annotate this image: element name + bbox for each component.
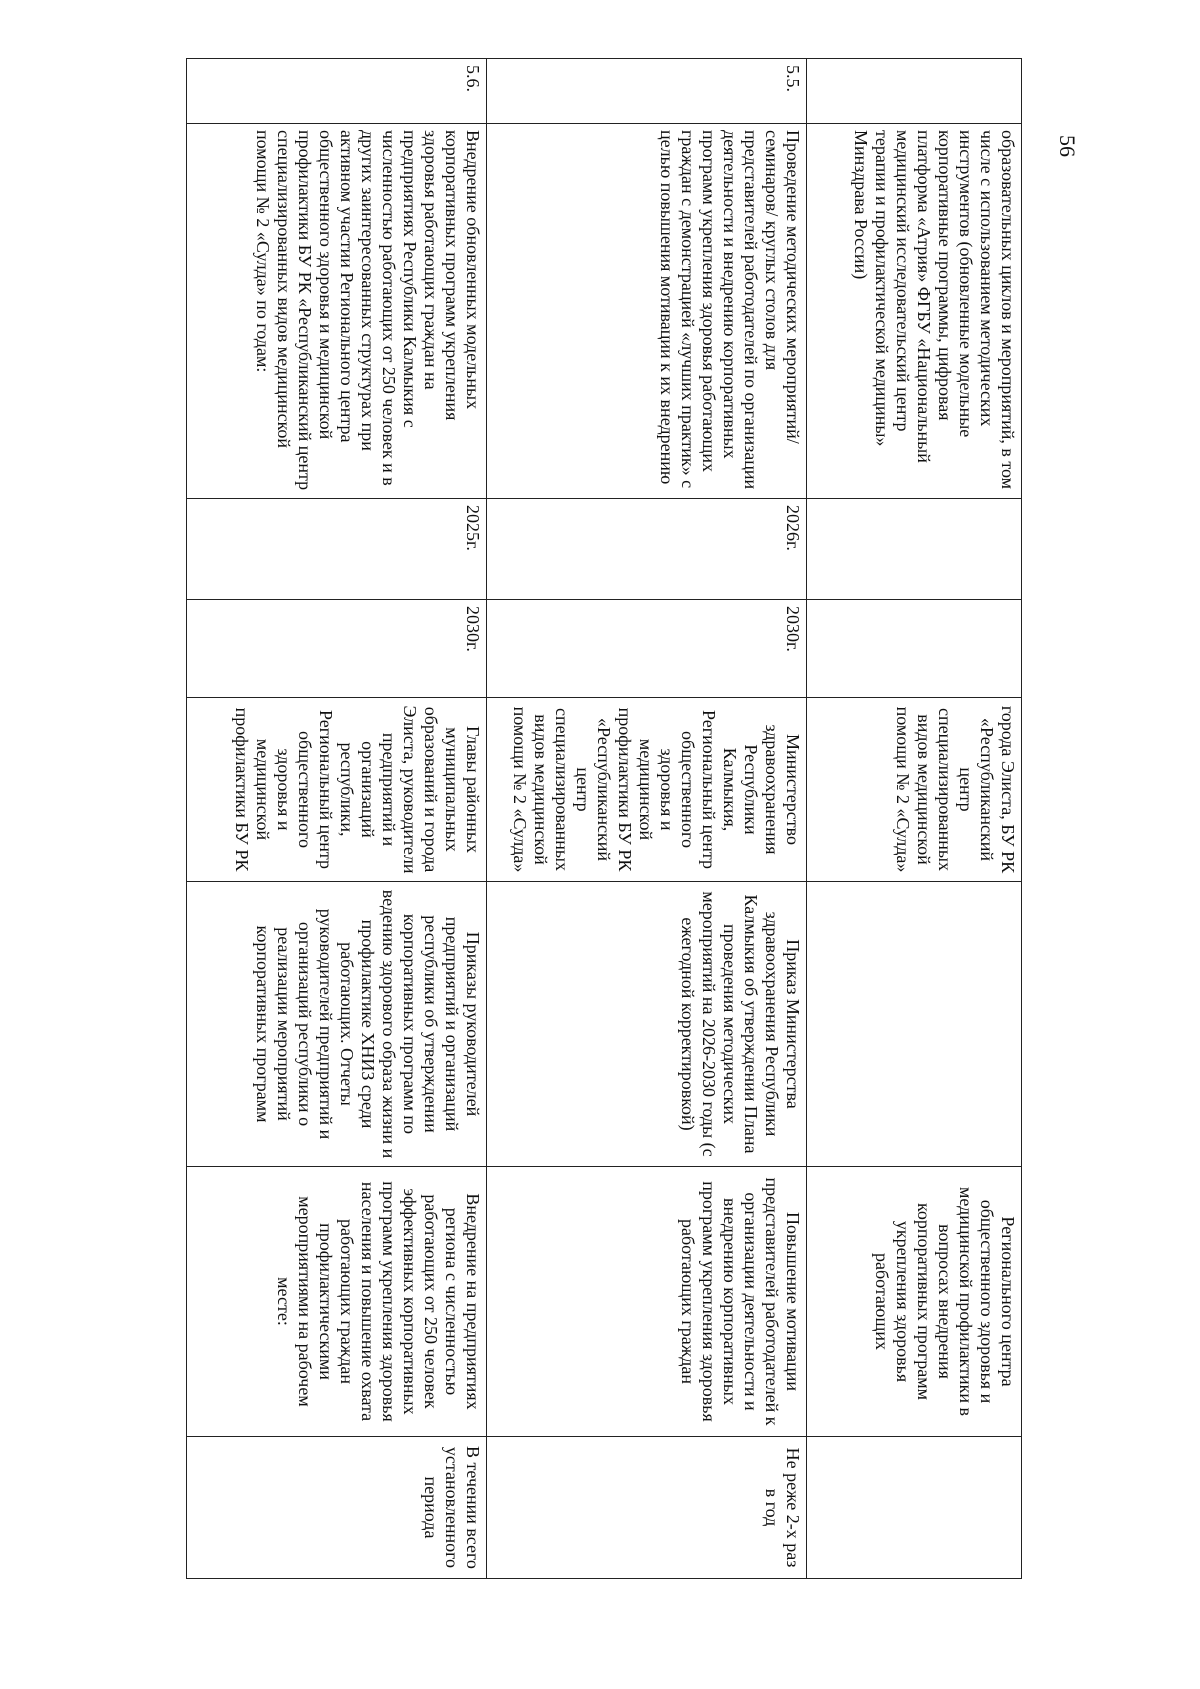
cell-activity: образовательных циклов и мероприятий, в том числе с использованием методических инструментов (обновленные модельные корпоративные программы, цифровая платформа «Атрия» ФГБУ «Национальный медицинский исследовательский центр терапии и профилактической медицины» Минздрава России) <box>807 124 1022 499</box>
page-number: 56 <box>1055 135 1080 157</box>
cell-result: Внедрение на предприятиях региона с численностью работающих от 250 человек эффективных корпоративных программ укрепления здоровья населения и повышение охвата работающих граждан профилактическими мероприятиями на рабочем месте: <box>187 1167 487 1437</box>
table-row <box>187 59 487 1579</box>
cell-responsible: Главы районных муниципальных образований и города Элиста, руководители предприятий и организаций республики, Региональный центр общественного здоровья и медицинской профилактики БУ РК <box>187 698 487 882</box>
cell-responsible: Министерство здравоохранения Республики Калмыкия, Региональный центр общественного здоровья и медицинской профилактики БУ РК «Республиканский центр специализированных видов медицинской помощи № 2 «Сулда» <box>487 698 807 882</box>
cell-num: 5.5. <box>487 59 807 124</box>
cell-end: 2030г. <box>487 600 807 698</box>
table-row <box>807 59 1022 1579</box>
rotated-page <box>107 58 1022 1678</box>
cell-num <box>807 59 1022 124</box>
cell-document: Приказы руководителей предприятий и организаций республики об утверждении корпоративных программ по ведению здорового образа жизни и профилактике ХНИЗ среди работающих. Отчеты руководителей предприятий и организаций республики о реализации мероприятий корпоративных программ <box>187 882 487 1167</box>
cell-start <box>807 499 1022 600</box>
cell-activity: Проведение методических мероприятий/семинаров/ круглых столов для представителей работодателей по организации деятельности и внедрению корпоративных программ укрепления здоровья работающих граждан с демонстрацией «лучших практик» с целью повышения мотивации к их внедрению <box>487 124 807 499</box>
cell-activity: Внедрение обновленных модельных корпоративных программ укрепления здоровья работающих граждан на предприятиях Республики Калмыкия с численностью работающих от 250 человек и в других заинтересованных структурах при активном участии Регионального центра общественного здоровья и медицинской профилактики БУ РК «Республиканский центр специализированных видов медицинской помощи № 2 «Сулда» по годам: <box>187 124 487 499</box>
cell-result: Повышение мотивации представителей работодателей к организации деятельности и внедрению корпоративных программ укрепления здоровья работающих граждан <box>487 1167 807 1437</box>
cell-document <box>807 882 1022 1167</box>
cell-start: 2026г. <box>487 499 807 600</box>
table-row <box>487 59 807 1579</box>
cell-start: 2025г. <box>187 499 487 600</box>
cell-document: Приказ Министерства здравоохранения Республики Калмыкия об утверждении Плана проведения методических мероприятий на 2026-2030 годы (с ежегодной корректировкой) <box>487 882 807 1167</box>
cell-periodicity: В течении всего установленного периода <box>187 1437 487 1579</box>
cell-periodicity: Не реже 2-х раз в год <box>487 1437 807 1579</box>
cell-result: Регионального центра общественного здоровья и медицинской профилактики в вопросах внедрения корпоративных программ укрепления здоровья работающих <box>807 1167 1022 1437</box>
plan-table <box>186 58 1022 1579</box>
cell-num: 5.6. <box>187 59 487 124</box>
cell-end <box>807 600 1022 698</box>
cell-responsible: города Элиста, БУ РК «Республиканский центр специализированных видов медицинской помощи № 2 «Сулда» <box>807 698 1022 882</box>
cell-end: 2030г. <box>187 600 487 698</box>
cell-periodicity <box>807 1437 1022 1579</box>
